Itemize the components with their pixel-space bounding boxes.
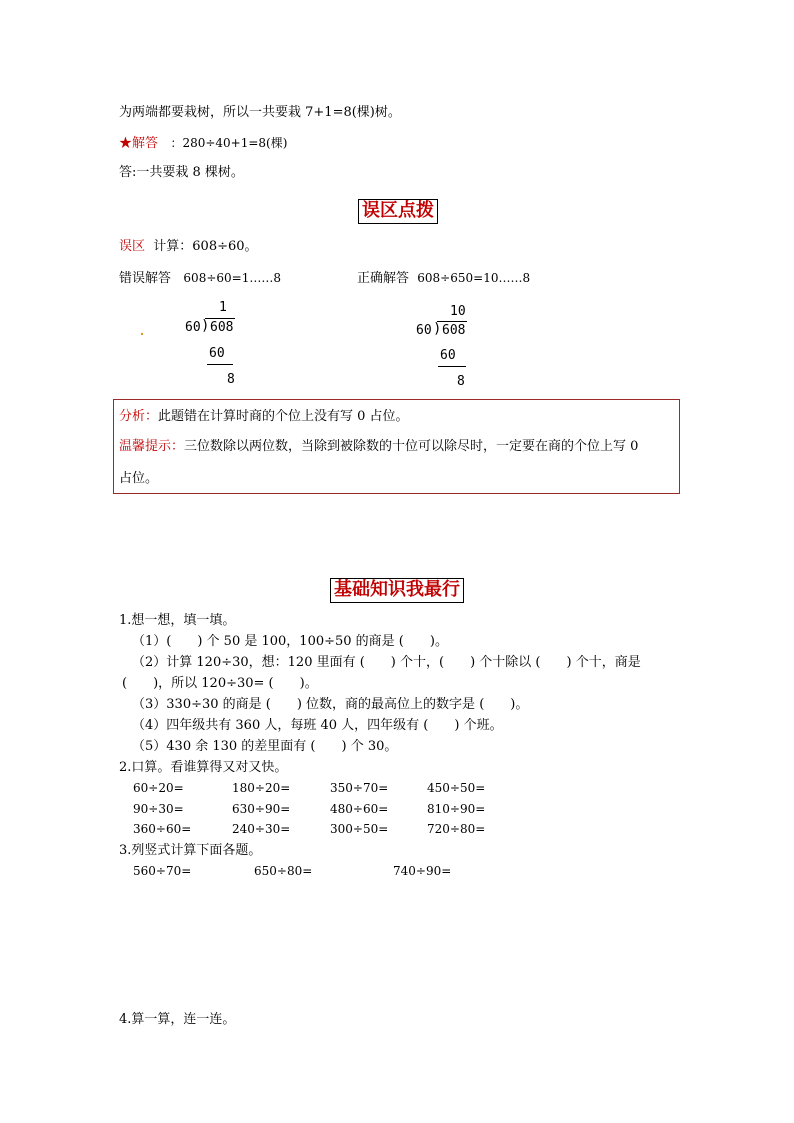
analysis-line — [119, 408, 409, 426]
wrong-equation: 608÷60=1……8 — [183, 271, 281, 285]
subtraction-line — [438, 366, 466, 367]
oral-item: 810÷90= — [427, 802, 486, 816]
wrong-product: 60 — [209, 346, 225, 361]
vertical-calc-item: 740÷90= — [393, 864, 452, 878]
tip-line-2: 占位。 — [119, 471, 159, 486]
q1-item: （4）四年级共有 360 人，每班 40 人，四年级有 ( ) 个班。 — [132, 718, 503, 733]
wrong-answer-line — [119, 269, 281, 288]
oral-item: 180÷20= — [232, 781, 291, 795]
oral-item: 90÷30= — [133, 802, 184, 816]
intro-line: 为两端都要栽树，所以一共要栽 7+1=8(棵)树。 — [119, 105, 401, 120]
wrong-remainder: 8 — [227, 372, 235, 387]
division-bracket: ) — [433, 321, 442, 337]
q4-heading: 4.算一算，连一连。 — [119, 1012, 236, 1027]
misconception-problem-line — [119, 238, 258, 256]
answer-label: 解答 — [132, 136, 159, 151]
oral-item: 360÷60= — [133, 822, 192, 836]
right-dividend: 608 — [442, 323, 466, 338]
right-equation: 608÷650=10……8 — [417, 271, 531, 285]
q3-heading: 3.列竖式计算下面各题。 — [119, 843, 262, 858]
wrong-quotient: 1 — [219, 300, 227, 315]
vertical-calc-item: 560÷70= — [133, 864, 192, 878]
answer-line — [119, 134, 287, 153]
right-answer-line — [357, 269, 530, 288]
division-bracket: ) — [201, 318, 210, 334]
tip-line — [119, 438, 638, 456]
right-divisor: 60 — [416, 323, 432, 338]
subtraction-line — [207, 364, 233, 365]
oral-item: 450÷50= — [427, 781, 486, 795]
answer-text: ：280÷40+1=8(棵) — [170, 136, 288, 150]
q1-heading: 1.想一想，填一填。 — [119, 613, 236, 628]
right-remainder: 8 — [457, 374, 465, 389]
vertical-calc-item: 650÷80= — [254, 864, 313, 878]
q1-item: （1）( ) 个 50 是 100，100÷50 的商是 ( )。 — [132, 634, 448, 649]
analysis-label: 分析： — [119, 409, 159, 424]
stray-dot — [141, 333, 143, 335]
oral-item: 480÷60= — [330, 802, 389, 816]
star-icon: ★ — [119, 136, 133, 151]
division-bar — [437, 321, 467, 322]
q2-heading: 2.口算。看谁算得又对又快。 — [119, 760, 288, 775]
misconception-label: 误区 — [119, 239, 146, 254]
right-product: 60 — [440, 348, 456, 363]
q1-item: （2）计算 120÷30，想：120 里面有 ( ) 个十，( ) 个十除以 ( ) 个十，商是 — [132, 655, 641, 670]
section-title-basics: 基础知识我最行 — [330, 578, 464, 603]
q1-item: ( )，所以 120÷30= ( )。 — [122, 676, 318, 691]
analysis-text: 此题错在计算时商的个位上没有写 0 占位。 — [158, 409, 409, 424]
wrong-dividend: 608 — [210, 320, 234, 335]
reply-line: 答:一共要栽 8 棵树。 — [119, 165, 244, 180]
oral-item: 60÷20= — [133, 781, 184, 795]
right-label: 正确解答 — [357, 271, 410, 286]
wrong-divisor: 60 — [185, 320, 201, 335]
oral-item: 720÷80= — [427, 822, 486, 836]
section-title-misconception: 误区点拨 — [358, 199, 438, 224]
right-quotient: 10 — [450, 304, 466, 319]
q1-item: （3）330÷30 的商是 ( ) 位数，商的最高位上的数字是 ( )。 — [132, 697, 529, 712]
q1-item: （5）430 余 130 的差里面有 ( ) 个 30。 — [132, 739, 398, 754]
oral-item: 240÷30= — [232, 822, 291, 836]
tip-text: 三位数除以两位数，当除到被除数的十位可以除尽时，一定要在商的个位上写 0 — [184, 439, 639, 454]
oral-item: 350÷70= — [330, 781, 389, 795]
oral-item: 300÷50= — [330, 822, 389, 836]
misconception-problem: 计算：608÷60。 — [153, 239, 258, 254]
division-bar — [205, 318, 235, 319]
oral-item: 630÷90= — [232, 802, 291, 816]
tip-label: 温馨提示： — [119, 439, 185, 454]
wrong-label: 错误解答 — [119, 271, 172, 286]
